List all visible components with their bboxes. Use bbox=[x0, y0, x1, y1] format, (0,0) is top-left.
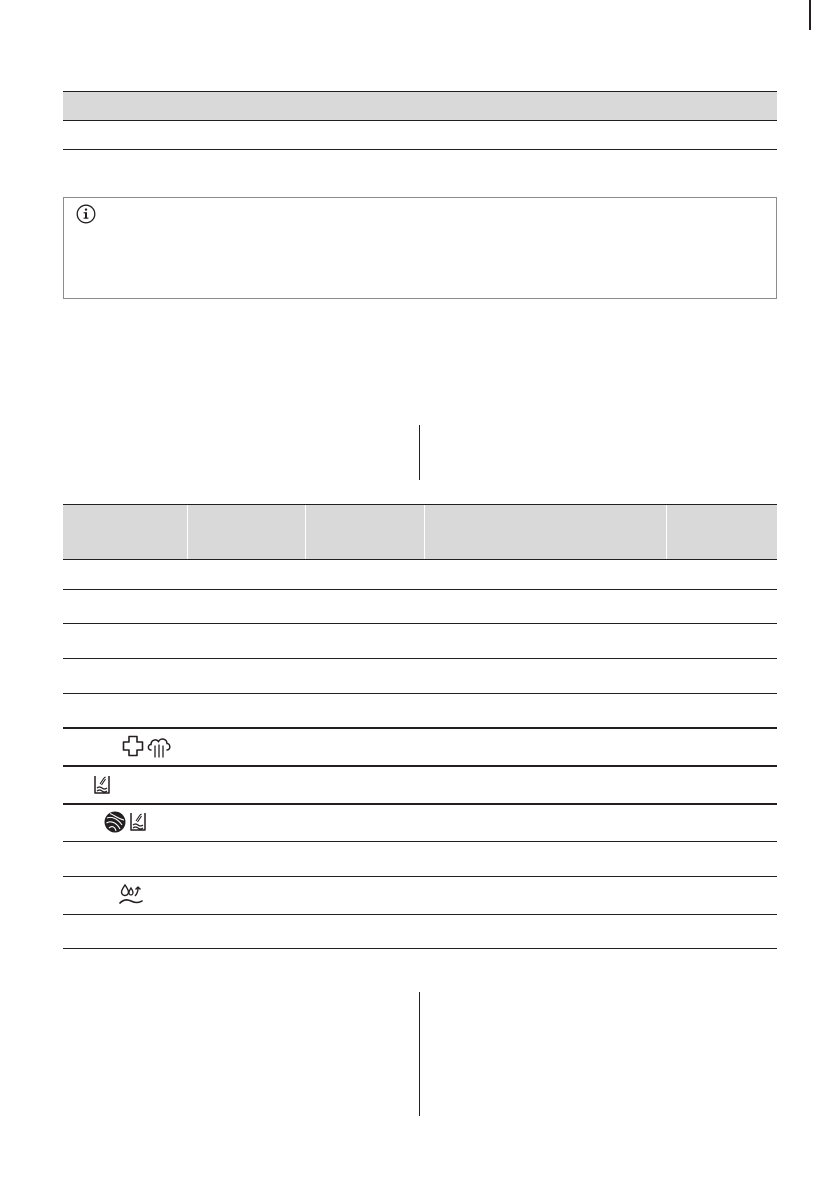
table-row-line bbox=[63, 876, 777, 877]
plus-option-icon bbox=[122, 735, 144, 757]
table-row-line bbox=[63, 658, 777, 659]
programme-table-header bbox=[63, 504, 777, 559]
column-divider-top bbox=[419, 425, 420, 480]
info-note-box bbox=[63, 197, 777, 299]
table-row-line bbox=[63, 559, 777, 560]
top-table-row-line bbox=[63, 149, 777, 150]
table-row-line bbox=[63, 948, 777, 949]
water-drops-arrow-icon bbox=[118, 882, 144, 908]
bath-water-icon bbox=[92, 773, 112, 795]
top-table-header bbox=[63, 91, 777, 121]
header-col-sep-3 bbox=[424, 505, 425, 560]
header-col-sep-2 bbox=[305, 505, 306, 560]
bath-water-icon bbox=[128, 810, 148, 832]
table-row-line bbox=[63, 693, 777, 694]
table-row-line bbox=[63, 803, 777, 805]
table-row-line bbox=[63, 914, 777, 915]
table-row-line bbox=[63, 765, 777, 767]
info-circle-icon bbox=[76, 204, 96, 224]
header-col-sep-4 bbox=[666, 505, 667, 560]
table-row-line bbox=[63, 623, 777, 624]
column-divider-bottom bbox=[419, 992, 420, 1116]
table-row-line bbox=[63, 727, 777, 729]
header-col-sep-1 bbox=[187, 505, 188, 560]
page-edge-mark bbox=[809, 0, 811, 30]
wool-ball-icon bbox=[103, 810, 127, 834]
steam-cloud-icon bbox=[146, 735, 172, 759]
table-row-line bbox=[63, 841, 777, 842]
table-row-line bbox=[63, 589, 777, 590]
